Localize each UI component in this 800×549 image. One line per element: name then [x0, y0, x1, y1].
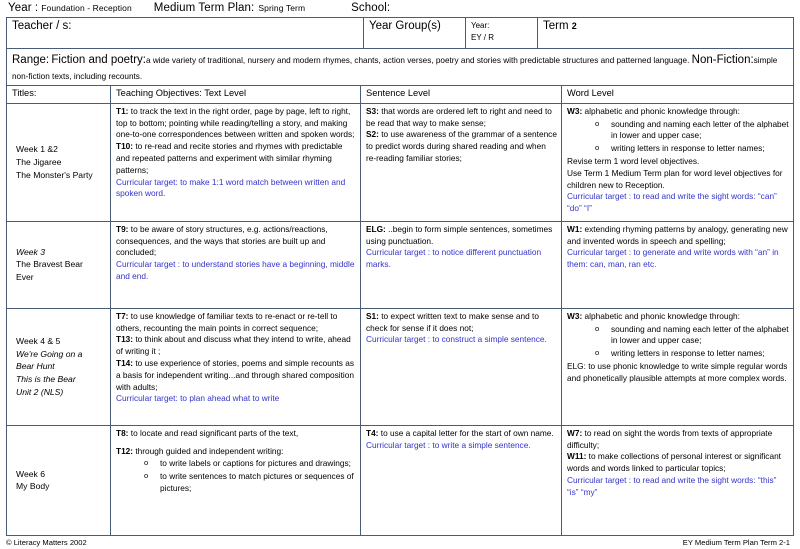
school-label: School:	[351, 2, 391, 14]
text-level-objective-code: T12:	[116, 445, 134, 456]
word-level-objective: W3: alphabetic and phonic knowledge through:	[567, 310, 740, 321]
text-level-objective: T9: to be aware of story structures, e.g. actions/reactions, consequences, and the ways that stories are built up and concluded;	[116, 223, 328, 258]
sentence-level-objective-code: S1:	[366, 310, 379, 321]
column-header-text-level: Teaching Objectives: Text Level	[111, 85, 361, 103]
column-header-sentence-level: Sentence Level	[361, 85, 562, 103]
document-footer	[6, 538, 794, 547]
year-value: Foundation - Reception	[41, 3, 132, 13]
text-level-bullet-list	[130, 458, 356, 494]
teacher-info-table	[6, 17, 794, 49]
title-line: Week 6	[16, 468, 45, 479]
range-table	[6, 48, 794, 86]
word-level-curricular-target: Curricular target : to generate and write words with “an” in them: can, man, ran etc.	[567, 247, 779, 270]
row-text-level-cell	[111, 308, 361, 425]
planning-table-body	[7, 103, 794, 535]
range-label: Range:	[12, 54, 50, 66]
column-header-titles: Titles:	[7, 85, 111, 103]
row-word-level-cell	[562, 103, 794, 221]
nonfiction-text: simple non-fiction texts, including recounts.	[12, 56, 778, 81]
term-field[interactable]	[538, 18, 794, 49]
plan-label: Medium Term Plan:	[153, 2, 255, 14]
row-word-level-cell	[562, 221, 794, 308]
planning-table	[6, 85, 794, 536]
sentence-level-objective: S2: to use awareness of the grammar of a sentence to predict words during shared reading and when re-reading familiar stories;	[366, 129, 557, 164]
row-word-level-cell	[562, 308, 794, 425]
text-level-objective: T12: through guided and independent writing:	[116, 445, 284, 456]
row-sentence-level-cell	[361, 425, 562, 535]
text-level-objective: T1: to track the text in the right order, page by page, left to right, top to bottom; pointing while reading/telling a story, and making one-to-one correspondences between written and spoken words;	[116, 105, 355, 140]
text-level-objective-code: T10:	[116, 141, 134, 152]
row-sentence-level-cell	[361, 308, 562, 425]
text-level-bullet-item: o to write sentences to match pictures or sequences of pictures;	[144, 471, 356, 495]
plan-value: Spring Term	[258, 3, 306, 13]
row-sentence-level-cell	[361, 221, 562, 308]
table-row	[7, 103, 794, 221]
year-sub-value: EY / R	[471, 32, 494, 42]
text-level-objective: T7: to use knowledge of familiar texts to re-enact or re-tell to others, recounting the main points in correct sequence;	[116, 310, 338, 333]
sentence-level-curricular-target: Curricular target : to write a simple sentence.	[366, 439, 531, 450]
title-line: The Monster's Party	[16, 169, 93, 180]
title-line: The Bravest Bear	[16, 259, 83, 270]
text-level-curricular-target: Curricular target: to plan ahead what to write	[116, 393, 280, 404]
title-line: Unit 2 (NLS)	[16, 387, 64, 398]
word-level-objective: W1: extending rhyming patterns by analogy, generating new and invented words in speech and spelling;	[567, 223, 788, 246]
text-level-objective: T10: to re-read and recite stories and rhymes with predictable and repeated patterns and experiment with similar rhyming patterns;	[116, 141, 343, 175]
sentence-level-objective: ELG: ..begin to form simple sentences, sometimes using punctuation.	[366, 223, 553, 246]
word-level-objective-code: W1:	[567, 223, 583, 234]
text-level-objective-code: T1:	[116, 105, 129, 116]
title-line: Bear Hunt	[16, 361, 55, 372]
footer-doc-ref: EY Medium Term Plan Term 2-1	[682, 538, 790, 547]
title-line: My Body	[16, 481, 50, 492]
range-cell	[7, 49, 794, 86]
word-level-objective-code: W11:	[567, 451, 587, 462]
sentence-level-objective-code: S2:	[366, 129, 379, 140]
planning-table-header-row	[7, 85, 794, 103]
word-level-note: ELG: to use phonic knowledge to write simple regular words and phonetically plausible attempts at more complex words.	[567, 361, 788, 383]
footer-copyright: © Literacy Matters 2002	[6, 538, 87, 547]
word-level-bullet-list	[581, 119, 789, 155]
year-ey-r-field[interactable]	[466, 18, 538, 49]
text-level-objective-code: T8:	[116, 427, 129, 438]
word-level-objective-code: W7:	[567, 427, 583, 438]
row-titles-cell	[7, 103, 111, 221]
table-row	[7, 308, 794, 425]
column-header-word-level: Word Level	[562, 85, 794, 103]
word-level-bullet-item: o sounding and naming each letter of the alphabet in lower and upper case;	[595, 324, 789, 348]
fiction-label: Fiction and poetry:	[51, 54, 146, 66]
year-label: Year :	[8, 2, 39, 14]
text-level-objective: T13: to think about and discuss what they intend to write, ahead of writing it ;	[116, 334, 351, 357]
text-level-objective-code: T13:	[116, 334, 134, 345]
title-line: The Jigaree	[16, 156, 62, 167]
text-level-objective: T8: to locate and read significant parts of the text,	[116, 427, 299, 438]
text-level-objective: T14: to use experience of stories, poems and simple recounts as a basis for independent writing...and through shared composition with adults;	[116, 358, 354, 392]
text-level-objective-code: T9:	[116, 223, 129, 234]
table-row	[7, 425, 794, 535]
sentence-level-objective: T4: to use a capital letter for the start of own name.	[366, 427, 554, 438]
word-level-curricular-target: Curricular target : to read and write the sight words: “this” “is” “my”	[567, 475, 777, 497]
text-level-objective-code: T7:	[116, 310, 129, 321]
range-row	[7, 49, 794, 86]
year-sub-label: Year:	[471, 21, 490, 30]
text-level-curricular-target: Curricular target : to understand stories have a beginning, middle and end.	[116, 259, 355, 282]
row-titles-cell	[7, 221, 111, 308]
title-line: Ever	[16, 272, 34, 283]
term-label: Term	[543, 20, 569, 32]
sentence-level-objective-code: S3:	[366, 105, 379, 116]
title-line: We're Going on a	[16, 348, 83, 359]
word-level-bullet-item: o writing letters in response to letter names;	[595, 348, 789, 360]
title-line: Week 3	[16, 246, 45, 257]
word-level-objective: W3: alphabetic and phonic knowledge through:	[567, 105, 740, 116]
sentence-level-objective: S1: to expect written text to make sense and to check for sense if it does not;	[366, 310, 539, 333]
text-level-bullet-item: o to write labels or captions for pictures and drawings;	[144, 458, 356, 470]
table-row	[7, 221, 794, 308]
word-level-objective: W11: to make collections of personal interest or significant words and words linked to particular topics;	[567, 451, 781, 474]
word-level-curricular-target: Curricular target : to read and write the sight words: “can” “do” “I”	[567, 191, 777, 214]
row-sentence-level-cell	[361, 103, 562, 221]
word-level-bullet-list	[581, 324, 789, 360]
title-line: Week 1 &2	[16, 144, 58, 155]
word-level-objective-code: W3:	[567, 105, 583, 116]
text-level-curricular-target: Curricular target: to make 1:1 word match between written and spoken word.	[116, 176, 346, 199]
sentence-level-objective: S3: that words are ordered left to right and need to be read that way to make sense;	[366, 105, 552, 128]
text-level-objective-code: T14:	[116, 358, 134, 369]
word-level-objective-code: W3:	[567, 310, 583, 321]
nonfiction-label: Non-Fiction:	[691, 54, 754, 66]
row-word-level-cell	[562, 425, 794, 535]
row-text-level-cell	[111, 103, 361, 221]
row-text-level-cell	[111, 221, 361, 308]
term-value: 2	[571, 21, 577, 31]
row-text-level-cell	[111, 425, 361, 535]
sentence-level-objective-code: T4:	[366, 427, 379, 438]
word-level-bullet-item: o sounding and naming each letter of the alphabet in lower and upper case;	[595, 119, 789, 143]
sentence-level-objective-code: ELG:	[366, 223, 386, 234]
row-titles-cell	[7, 425, 111, 535]
teacher-field[interactable]: Teacher / s:	[7, 18, 364, 49]
title-line: Week 4 & 5	[16, 335, 61, 346]
word-level-objective: W7: to read on sight the words from texts of appropriate difficulty;	[567, 427, 773, 450]
word-level-bullet-item: o writing letters in response to letter names;	[595, 143, 789, 155]
fiction-text: a wide variety of traditional, nursery and modern rhymes, chants, action verses, poetry and stories with predictable structures and patterned language.	[145, 56, 690, 65]
word-level-note: Use Term 1 Medium Term plan for word level objectives for children new to Reception.	[567, 167, 783, 190]
word-level-note: Revise term 1 word level objectives.	[567, 156, 700, 167]
title-line: This is the Bear	[16, 374, 76, 385]
document-header-line	[6, 2, 794, 16]
sentence-level-curricular-target: Curricular target : to notice different punctuation marks.	[366, 247, 542, 270]
row-titles-cell	[7, 308, 111, 425]
year-group-field[interactable]: Year Group(s)	[364, 18, 466, 49]
sentence-level-curricular-target: Curricular target : to construct a simple sentence.	[366, 334, 547, 345]
teacher-info-row	[7, 18, 794, 49]
